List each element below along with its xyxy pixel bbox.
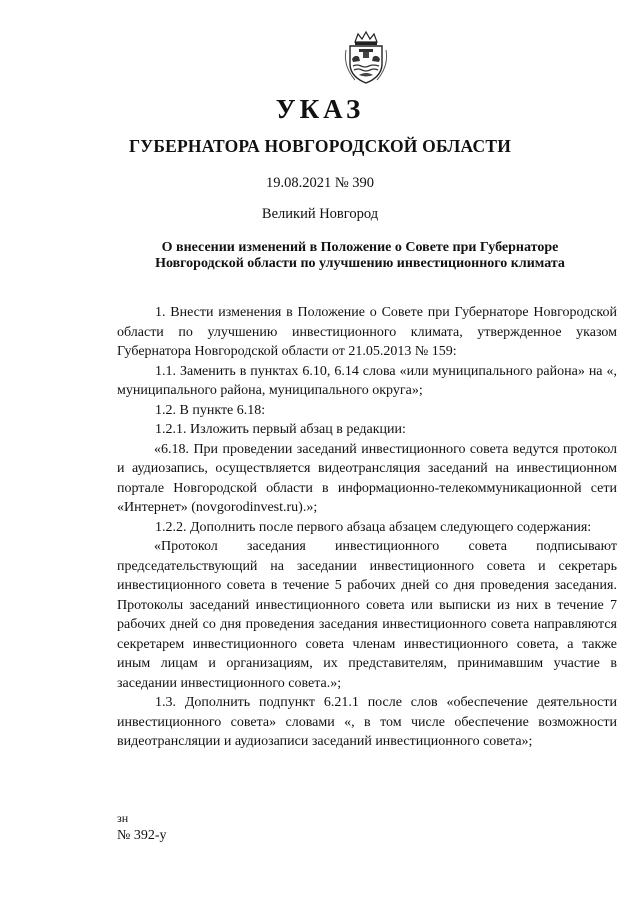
document-body (117, 303, 617, 752)
city-name: Великий Новгород (261, 206, 379, 222)
quoted-protocol-clause: «Протокол заседания инвестиционного совета подписывают председательствующий на заседании инвестиционного совета и секретарь инвестиционного совета в течение 5 рабочих дней со дня проведения заседания. Протоколы заседаний инвестиционного совета или выписки из них в течение 7 рабочих дней со дня проведения заседания инвестиционного совета направляются секретарем инвестиционного совета членам инвестиционного совета, а также иным лицам и организациям, их представителям, принимавшим участие в заседании инвестиционного совета.»; (117, 539, 617, 691)
executor-initials: зн (117, 811, 129, 825)
issuing-authority: ГУБЕРНАТОРА НОВГОРОДСКОЙ ОБЛАСТИ (128, 136, 512, 156)
novgorod-coat-of-arms-icon (337, 28, 395, 86)
paragraph-1-1: 1.1. Заменить в пунктах 6.10, 6.14 слова «или муниципального района» на «, муниципального района, муниципального округа»; (117, 363, 617, 398)
registration-number: № 392-у (117, 828, 167, 843)
paragraph-1: 1. Внести изменения в Положение о Совете при Губернаторе Новгородской области по улучшению инвестиционного климата, утвержденное указом Губернатора Новгородской области от 21.05.2013 № 159: (117, 305, 617, 359)
heading-line-1: О внесении изменений в Положение о Совете при Губернаторе (161, 240, 559, 255)
paragraph-1-2-1: 1.2.1. Изложить первый абзац в редакции: (155, 422, 406, 437)
paragraph-1-2: 1.2. В пункте 6.18: (155, 402, 266, 418)
document-heading (110, 240, 610, 272)
heading-line-2: Новгородской области по улучшению инвестиционного климата (155, 256, 565, 271)
paragraph-1-3: 1.3. Дополнить подпункт 6.21.1 после слов «обеспечение деятельности инвестиционного совета» словами «, в том числе обеспечение возможности видеотрансляции и аудиозаписи заседаний инвестиционного совета»; (117, 695, 617, 749)
document-footer (117, 810, 167, 844)
date-and-number: 19.08.2021 № 390 (265, 175, 375, 191)
quoted-clause-6-18: «6.18. При проведении заседаний инвестиционного совета ведутся протокол и аудиозапись, осуществляется видеотрансляция заседаний на инвестиционном портале Новгородской области в информационно-телекоммуникационной сети «Интернет» (novgorodinvest.ru).»; (117, 441, 617, 515)
paragraph-1-2-2: 1.2.2. Дополнить после первого абзаца абзацем следующего содержания: (155, 519, 592, 535)
document-type-title: УКАЗ (275, 94, 365, 124)
